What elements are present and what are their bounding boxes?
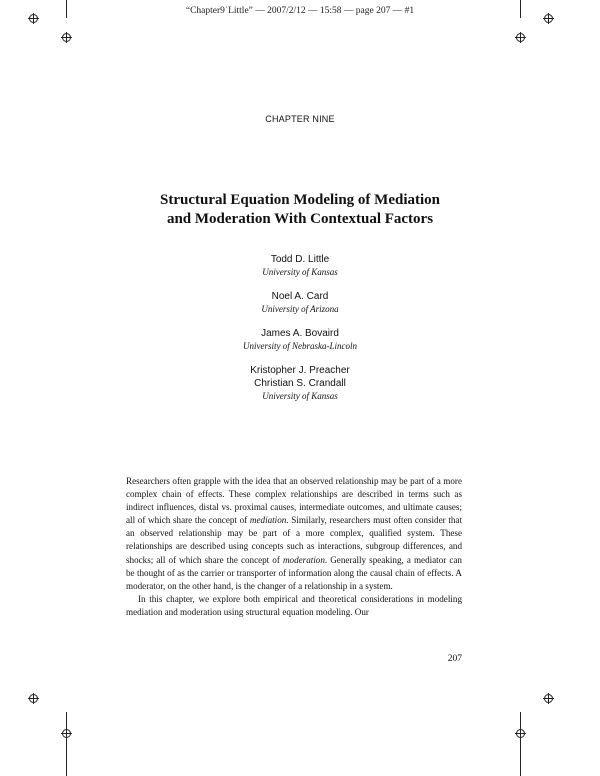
chapter-label: CHAPTER NINE (265, 114, 335, 124)
chapter-title-line-2: and Moderation With Contextual Factors (166, 211, 434, 227)
paragraph-2: In this chapter, we explore both empirical and theoretical considerations in modeling mediation and moderation using structural equation modeling. Our (126, 593, 462, 617)
author-affiliation: University of Kansas (262, 391, 338, 401)
registration-mark-top-right-inner (515, 32, 526, 43)
author-block (100, 253, 500, 278)
paragraph-1-part-a: Researchers often grapple with the idea that an observed relationship may be part of a more complex chain of effects. These complex relationships are described in terms such as indirect influences, distal vs. proximal causes, intermediate outcomes, and ultimate causes; all of which share the concept of (126, 476, 462, 526)
registration-mark-bottom-right (543, 693, 554, 704)
author-name: Noel A. Card (271, 291, 329, 302)
author-name: Kristopher J. Preacher (250, 365, 350, 376)
author-affiliation: University of Arizona (261, 304, 339, 314)
crop-mark-bottom-right-vertical (520, 712, 521, 776)
body-text (126, 475, 462, 619)
author-affiliation: University of Nebraska-Lincoln (243, 341, 357, 351)
paragraph-1-part-c: . Generally speaking, a mediator can be thought of as the carrier or transporter of information along the causal chain of effects. A moderator, on the other hand, is the changer of a relationship in a system. (126, 554, 462, 591)
paragraph-1 (126, 475, 462, 593)
author-name: Todd D. Little (270, 254, 330, 265)
author-block (100, 290, 500, 315)
running-header: “Chapter9˙Little” — 2007/2/12 — 15:58 — page 207 — #1 (185, 6, 415, 16)
chapter-title-line-1: Structural Equation Modeling of Mediation (159, 192, 440, 208)
registration-mark-top-left-inner (61, 32, 72, 43)
crop-mark-bottom-left-vertical (66, 712, 67, 776)
author-affiliation: University of Kansas (262, 267, 338, 277)
page-number: 207 (447, 654, 462, 664)
paragraph-1-part-b: . Similarly, researchers must often consider that an observed relationship may be part of a more complex, qualified system. These relationships are described using concepts such as interactions, subgroup differences, and shocks; all of which share the concept of (126, 515, 462, 565)
chapter-title (100, 191, 500, 229)
registration-mark-bottom-left (28, 693, 39, 704)
author-block (100, 327, 500, 352)
author-name: Christian S. Crandall (254, 378, 346, 389)
author-name: James A. Bovaird (261, 328, 339, 339)
term-moderation: moderation (282, 554, 325, 565)
term-mediation: mediation (249, 515, 287, 526)
author-block (100, 364, 500, 402)
author-list (100, 253, 500, 414)
